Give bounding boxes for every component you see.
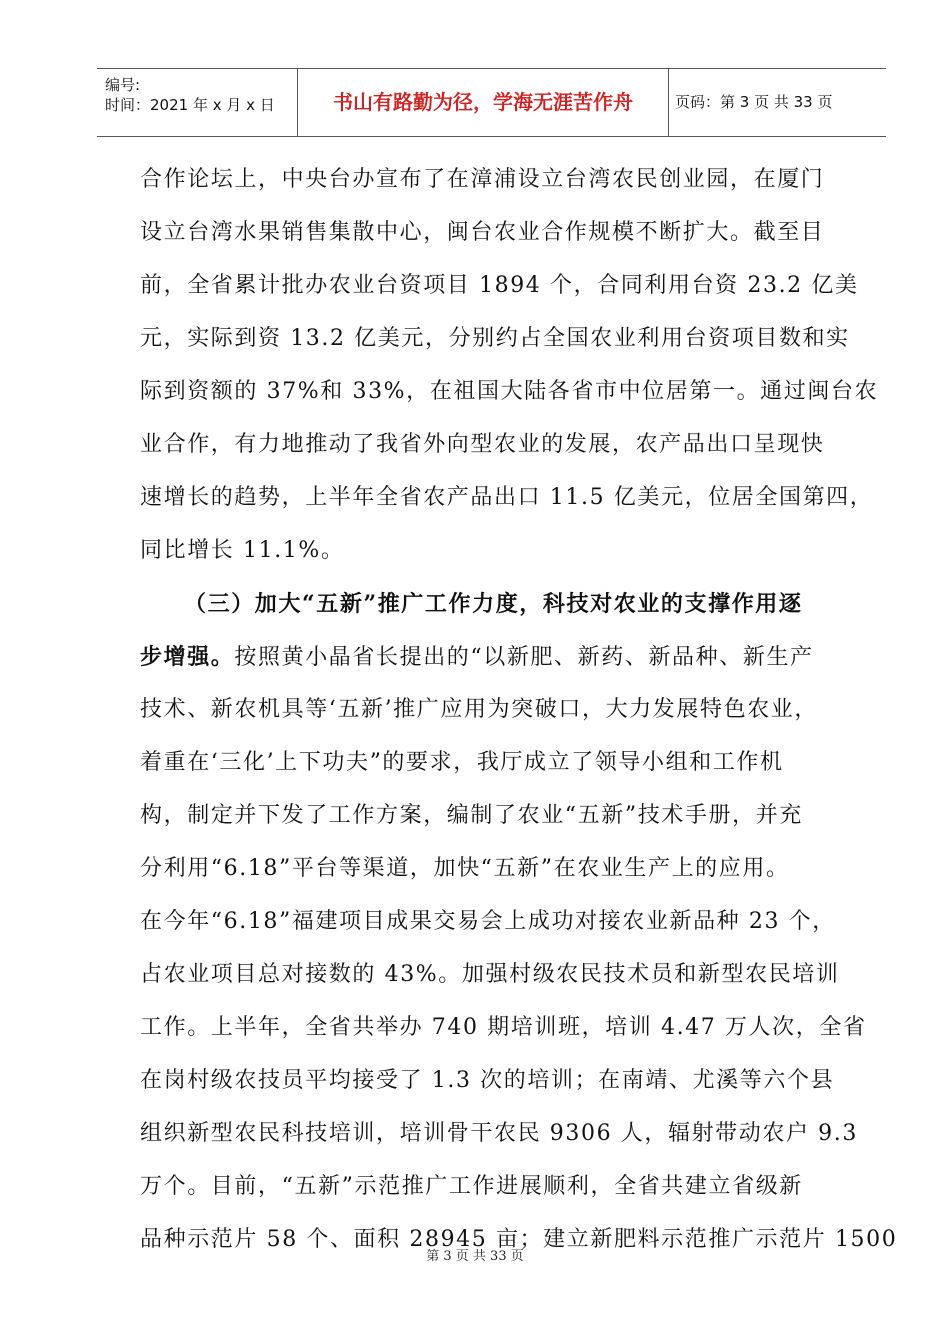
- doc-date-label: 时间：2021 年 x 月 x 日: [105, 96, 275, 114]
- body-line: 元，实际到资 13.2 亿美元，分别约占全国农业利用台资项目数和实: [140, 326, 850, 351]
- page-footer: 第 3 页 共 33 页: [426, 1249, 524, 1264]
- header-page-info: 页码：第 3 页 共 33 页: [675, 93, 833, 111]
- body-line: 构，制定并下发了工作方案，编制了农业“五新”技术手册，并充: [140, 803, 803, 828]
- body-line: 占农业项目总对接数的 43%。加强村级农民技术员和新型农民培训: [140, 962, 840, 987]
- header-meta: [97, 69, 298, 136]
- body-line: 万个。目前，“五新”示范推广工作进展顺利，全省共建立省级新: [140, 1174, 803, 1199]
- doc-code-label: 编号:: [105, 76, 141, 94]
- body-line: 分利用“6.18”平台等渠道，加快“五新”在农业生产上的应用。: [140, 856, 790, 881]
- section-heading: （三）加大“五新”推广工作力度，科技对农业的支撑作用逐: [184, 591, 803, 617]
- page-header: [97, 68, 886, 137]
- body-line: 工作。上半年，全省共举办 740 期培训班，培训 4.47 万人次，全省: [140, 1015, 867, 1040]
- body-line: 同比增长 11.1%。: [140, 538, 345, 563]
- body-line: 品种示范片 58 个、面积 28945 亩；建立新肥料示范推广示范片 1500: [140, 1227, 898, 1252]
- body-line: 合作论坛上，中央台办宣布了在漳浦设立台湾农民创业园，在厦门: [140, 167, 825, 192]
- body-line: 际到资额的 37%和 33%，在祖国大陆各省市中位居第一。通过闽台农: [140, 379, 879, 404]
- body-line: 设立台湾水果销售集散中心，闽台农业合作规模不断扩大。截至目: [140, 220, 825, 245]
- body-line: 组织新型农民科技培训，培训骨干农民 9306 人，辐射带动农户 9.3: [140, 1121, 858, 1146]
- body-line: 速增长的趋势，上半年全省农产品出口 11.5 亿美元，位居全国第四，: [140, 485, 874, 510]
- body-line: 前，全省累计批办农业台资项目 1894 个，合同利用台资 23.2 亿美: [140, 273, 859, 298]
- body-line: 在岗村级农技员平均接受了 1.3 次的培训；在南靖、尤溪等六个县: [140, 1068, 835, 1093]
- body-line: 在今年“6.18”福建项目成果交易会上成功对接农业新品种 23 个，: [140, 909, 836, 934]
- section-heading-end: 步增强。: [140, 644, 235, 670]
- body-line: 业合作，有力地推动了我省外向型农业的发展，农产品出口呈现快: [140, 432, 825, 457]
- body-line: 技术、新农机具等‘五新’推广应用为突破口，大力发展特色农业，: [140, 697, 818, 722]
- header-motto: 书山有路勤为径，学海无涯苦作舟: [298, 69, 669, 136]
- body-line: [140, 642, 814, 672]
- body-line: 着重在‘三化’上下功夫”的要求，我厅成立了领导小组和工作机: [140, 750, 784, 775]
- body-text: 按照黄小晶省长提出的“以新肥、新药、新品种、新生产: [234, 645, 814, 670]
